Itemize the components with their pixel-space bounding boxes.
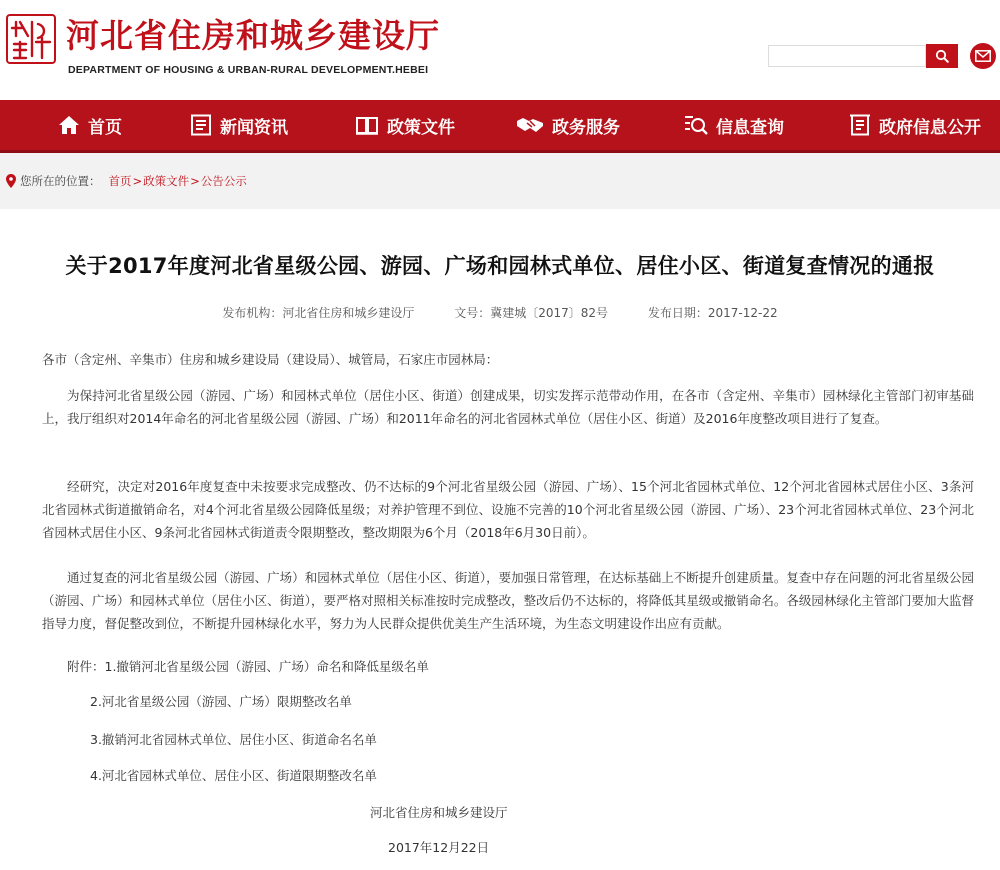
meta-date: 发布日期：2017-12-22	[647, 306, 778, 320]
search-input[interactable]	[768, 45, 926, 67]
breadcrumb-separator: >	[132, 174, 143, 188]
site-title[interactable]: 河北省住房和城乡建设厅	[66, 16, 440, 55]
location-pin-icon	[6, 174, 16, 188]
mail-button[interactable]	[970, 43, 996, 69]
paragraph-1: 为保持河北省星级公园（游园、广场）和园林式单位（居住小区、街道）创建成果，切实发挥示范带动作用，在各市（含定州、辛集市）园林绿化主管部门初审基础上，我厅组织对2014年命名的河北省星级公园（游园、广场）和2011年命名的河北省园林式单位（居住小区、街道）及2016年度整改项目进行了复查。	[42, 388, 974, 426]
salutation: 各市（含定州、辛集市）住房和城乡建设局（建设局）、城管局，石家庄市园林局：	[42, 352, 499, 367]
document-icon	[849, 114, 871, 136]
attachment-4[interactable]: 4.河北省园林式单位、居住小区、街道限期整改名单	[90, 768, 377, 783]
attachment-1[interactable]: 附件：1.撤销河北省星级公园（游园、广场）命名和降低星级名单	[67, 659, 429, 674]
search-button[interactable]	[926, 44, 958, 68]
article-title: 关于2017年度河北省星级公园、游园、广场和园林式单位、居住小区、街道复查情况的通报	[65, 254, 935, 278]
meta-publisher: 发布机构：河北省住房和城乡建设厅	[222, 306, 415, 320]
nav-item-query[interactable]	[684, 100, 784, 150]
nav-item-policy[interactable]	[355, 100, 455, 150]
breadcrumb-link-notices[interactable]: 公告公示	[200, 174, 247, 188]
meta-doc-no: 文号：冀建城〔2017〕82号	[454, 306, 609, 320]
breadcrumb-link-home[interactable]: 首页	[108, 174, 132, 188]
main-nav	[0, 100, 1000, 153]
attachment-3[interactable]: 3.撤销河北省园林式单位、居住小区、街道命名名单	[90, 732, 377, 747]
seal-logo	[6, 14, 56, 64]
article-meta	[0, 304, 1000, 321]
handshake-icon	[516, 115, 544, 135]
nav-item-gov-info[interactable]	[849, 100, 981, 150]
search-icon	[935, 49, 949, 63]
breadcrumb-label: 您所在的位置：	[20, 174, 101, 188]
nav-label: 政务服务	[552, 117, 620, 138]
nav-label: 政策文件	[387, 117, 455, 138]
breadcrumb-separator: >	[190, 174, 200, 188]
sign-date: 2017年12月22日	[388, 840, 490, 855]
mail-icon	[975, 50, 991, 62]
search-list-icon	[684, 114, 708, 136]
book-icon	[355, 115, 379, 135]
breadcrumb-link-policy[interactable]: 政策文件	[143, 174, 190, 188]
breadcrumb	[6, 173, 247, 189]
paragraph-3: 通过复查的河北省星级公园（游园、广场）和园林式单位（居住小区、街道），要加强日常管理，在达标基础上不断提升创建质量。复查中存在问题的河北省星级公园（游园、广场）和园林式单位（居住小区、街道），要严格对照相关标准按时完成整改，整改后仍不达标的，将降低其星级或撤销命名。各级园林绿化主管部门要加大监督指导力度，督促整改到位，不断提升园林绿化水平，努力为人民群众提供优美生产生活环境，为生态文明建设作出应有贡献。	[42, 570, 974, 631]
site-subtitle: DEPARTMENT OF HOUSING & URBAN-RURAL DEVELOPMENT.HEBEI	[68, 64, 429, 76]
home-icon	[58, 115, 80, 135]
nav-label: 首页	[88, 117, 122, 138]
nav-item-home[interactable]	[58, 100, 122, 150]
nav-item-news[interactable]	[190, 100, 288, 150]
nav-label: 政府信息公开	[879, 117, 981, 138]
attachment-2[interactable]: 2.河北省星级公园（游园、广场）限期整改名单	[90, 694, 352, 709]
site-header	[0, 0, 1000, 100]
nav-label: 信息查询	[716, 117, 784, 138]
signature: 河北省住房和城乡建设厅	[370, 805, 508, 820]
news-icon	[190, 114, 212, 136]
nav-item-services[interactable]	[516, 100, 620, 150]
nav-label: 新闻资讯	[220, 117, 288, 138]
breadcrumb-bar	[0, 153, 1000, 209]
paragraph-2: 经研究，决定对2016年度复查中未按要求完成整改、仍不达标的9个河北省星级公园（游园、广场）、15个河北省园林式单位、12个河北省园林式居住小区、3条河北省园林式街道撤销命名，对4个河北省星级公园降低星级；对养护管理不到位、设施不完善的10个河北省星级公园（游园、广场）、23个河北省园林式单位、23个河北省园林式居住小区、9条河北省园林式街道责令限期整改，整改期限为6个月（2018年6月30日前）。	[42, 479, 974, 540]
